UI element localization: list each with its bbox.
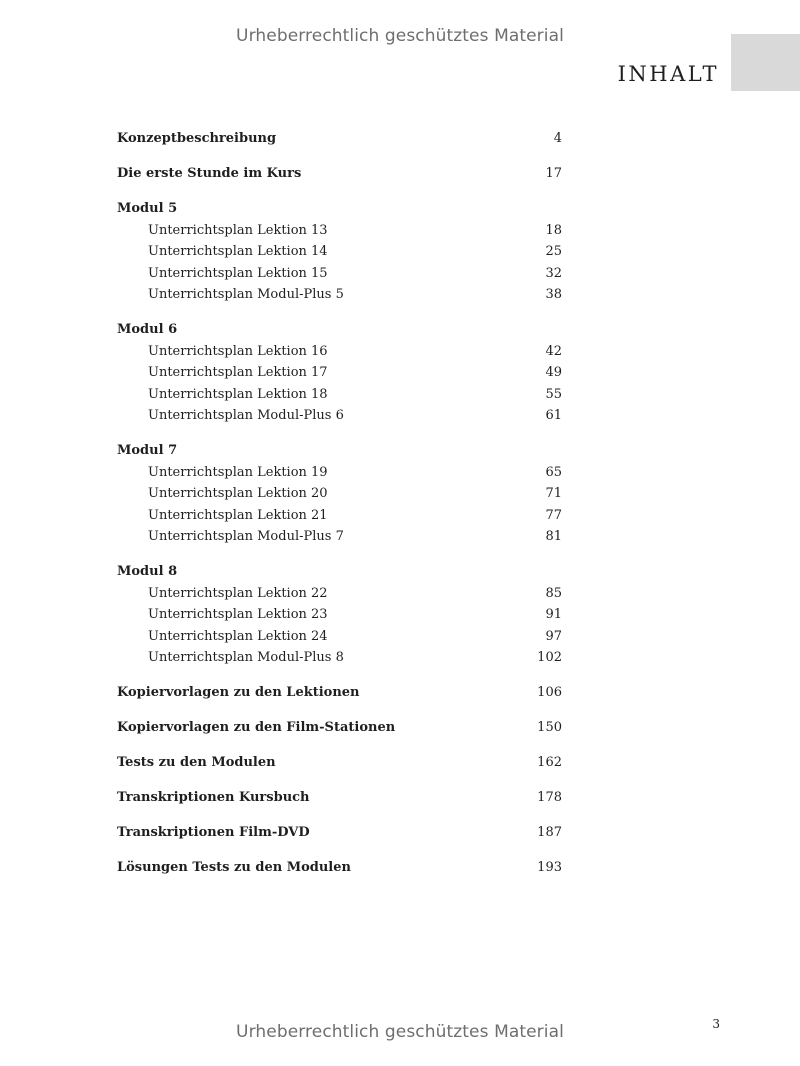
toc-sub-entry[interactable] bbox=[117, 341, 562, 363]
section-tab-marker bbox=[731, 34, 800, 91]
toc-group-label: Modul 6 bbox=[117, 322, 178, 337]
toc-entry-label: Unterrichtsplan Lektion 22 bbox=[148, 585, 328, 601]
toc-entry-tests[interactable] bbox=[117, 752, 562, 774]
toc-entry-page: 97 bbox=[545, 628, 562, 644]
toc-entry-page: 102 bbox=[537, 650, 562, 665]
page-number: 3 bbox=[712, 1017, 720, 1031]
toc-sub-entry[interactable] bbox=[117, 483, 562, 505]
toc-sub-entry[interactable] bbox=[117, 505, 562, 527]
toc-sub-entry[interactable] bbox=[117, 526, 562, 548]
toc-entry-label: Kopiervorlagen zu den Lektionen bbox=[117, 685, 360, 700]
watermark-top: Urheberrechtlich geschütztes Material bbox=[236, 26, 564, 46]
toc-group-label: Modul 8 bbox=[117, 564, 178, 579]
toc-entry-transkriptionen-kursbuch[interactable] bbox=[117, 787, 562, 809]
toc-entry-page: 38 bbox=[545, 287, 562, 302]
toc-entry-page: 178 bbox=[537, 790, 562, 805]
toc-group-modul-5 bbox=[117, 198, 562, 306]
toc-entry-page: 61 bbox=[545, 408, 562, 423]
toc-entry-page: 4 bbox=[553, 131, 562, 146]
toc-entry-kopiervorlagen-lektionen[interactable] bbox=[117, 682, 562, 704]
toc-entry-page: 91 bbox=[545, 607, 562, 622]
toc-entry-label: Unterrichtsplan Modul-Plus 7 bbox=[148, 529, 344, 544]
toc-sub-entry[interactable] bbox=[117, 284, 562, 306]
toc-entry-label: Tests zu den Modulen bbox=[117, 755, 276, 770]
toc-sub-entry[interactable] bbox=[117, 241, 562, 263]
toc-entry-page: 17 bbox=[545, 166, 562, 181]
toc-entry-transkriptionen-film[interactable] bbox=[117, 822, 562, 844]
toc-sub-entry[interactable] bbox=[117, 626, 562, 648]
toc-sub-entry[interactable] bbox=[117, 220, 562, 242]
watermark-bottom: Urheberrechtlich geschütztes Material bbox=[236, 1022, 564, 1042]
toc-entry-label: Transkriptionen Kursbuch bbox=[117, 790, 310, 805]
toc-sub-entry[interactable] bbox=[117, 647, 562, 669]
toc-group-title[interactable] bbox=[117, 319, 562, 341]
toc-group-modul-7 bbox=[117, 440, 562, 548]
toc-entry-erste-stunde[interactable] bbox=[117, 163, 562, 185]
toc-entry-page: 49 bbox=[545, 365, 562, 380]
toc-entry-page: 193 bbox=[537, 860, 562, 875]
toc-entry-label: Die erste Stunde im Kurs bbox=[117, 166, 302, 181]
toc-entry-label: Unterrichtsplan Modul-Plus 8 bbox=[148, 650, 344, 665]
toc-entry-label: Unterrichtsplan Lektion 20 bbox=[148, 486, 328, 501]
toc-sub-entry[interactable] bbox=[117, 604, 562, 626]
toc-entry-page: 42 bbox=[545, 343, 562, 359]
toc-entry-label: Transkriptionen Film-DVD bbox=[117, 825, 310, 840]
toc-entry-page: 77 bbox=[545, 507, 562, 523]
toc-entry-page: 55 bbox=[545, 386, 562, 402]
toc-sub-entry[interactable] bbox=[117, 362, 562, 384]
toc-entry-page: 81 bbox=[545, 529, 562, 544]
toc-entry-label: Lösungen Tests zu den Modulen bbox=[117, 860, 351, 875]
toc-entry-label: Unterrichtsplan Lektion 16 bbox=[148, 343, 328, 359]
toc-entry-label: Unterrichtsplan Modul-Plus 6 bbox=[148, 408, 344, 423]
toc-entry-page: 71 bbox=[545, 486, 562, 501]
toc-entry-label: Unterrichtsplan Modul-Plus 5 bbox=[148, 287, 344, 302]
toc-entry-page: 65 bbox=[545, 464, 562, 480]
toc-sub-entry[interactable] bbox=[117, 405, 562, 427]
toc-entry-label: Konzeptbeschreibung bbox=[117, 131, 277, 146]
toc-entry-label: Unterrichtsplan Lektion 17 bbox=[148, 365, 328, 380]
toc-group-label: Modul 7 bbox=[117, 443, 178, 458]
toc-entry-konzept[interactable] bbox=[117, 128, 562, 150]
toc-entry-page: 150 bbox=[537, 720, 562, 735]
page-title: INHALT bbox=[617, 62, 719, 86]
toc-sub-entry[interactable] bbox=[117, 583, 562, 605]
toc-entry-page: 25 bbox=[545, 244, 562, 259]
toc-entry-kopiervorlagen-film[interactable] bbox=[117, 717, 562, 739]
toc-group-title[interactable] bbox=[117, 561, 562, 583]
toc-entry-label: Unterrichtsplan Lektion 19 bbox=[148, 464, 328, 480]
toc-entry-label: Unterrichtsplan Lektion 15 bbox=[148, 265, 328, 281]
toc-entry-page: 32 bbox=[545, 265, 562, 281]
toc-entry-label: Kopiervorlagen zu den Film-Stationen bbox=[117, 720, 396, 735]
toc-sub-entry[interactable] bbox=[117, 462, 562, 484]
toc-group-modul-6 bbox=[117, 319, 562, 427]
toc-group-title[interactable] bbox=[117, 198, 562, 220]
toc-group-title[interactable] bbox=[117, 440, 562, 462]
toc-sub-entry[interactable] bbox=[117, 263, 562, 285]
table-of-contents bbox=[117, 128, 562, 892]
toc-entry-label: Unterrichtsplan Lektion 21 bbox=[148, 507, 328, 523]
toc-entry-page: 18 bbox=[545, 222, 562, 238]
toc-entry-page: 85 bbox=[545, 585, 562, 601]
toc-group-label: Modul 5 bbox=[117, 201, 178, 216]
toc-entry-page: 162 bbox=[537, 755, 562, 770]
toc-sub-entry[interactable] bbox=[117, 384, 562, 406]
toc-entry-page: 106 bbox=[537, 685, 562, 700]
toc-group-modul-8 bbox=[117, 561, 562, 669]
toc-entry-label: Unterrichtsplan Lektion 23 bbox=[148, 607, 328, 622]
toc-entry-label: Unterrichtsplan Lektion 13 bbox=[148, 222, 328, 238]
toc-entry-label: Unterrichtsplan Lektion 24 bbox=[148, 628, 328, 644]
toc-entry-label: Unterrichtsplan Lektion 14 bbox=[148, 244, 328, 259]
toc-entry-page: 187 bbox=[537, 825, 562, 840]
toc-entry-loesungen[interactable] bbox=[117, 857, 562, 879]
toc-entry-label: Unterrichtsplan Lektion 18 bbox=[148, 386, 328, 402]
